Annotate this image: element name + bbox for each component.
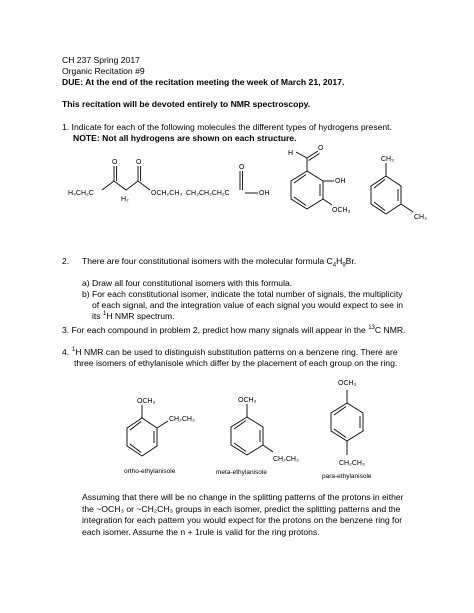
mol1-ethyl-label: H₃CH₂C: [68, 190, 94, 197]
q4-superscript: 1: [72, 347, 76, 354]
meta-ethyl-label: CH₂CH₃: [273, 456, 299, 463]
due-line: DUE: At the end of the recitation meeting the week of March 21, 2017.: [62, 77, 345, 87]
ortho-ethyl-label: CH₂CH₃: [169, 416, 195, 423]
mol4-methyl-right: CH₃: [414, 214, 427, 221]
closing-line-3: integration for each pattern you would expect for the protons on the benzene ring for: [82, 515, 403, 525]
ortho-caption: ortho-ethylanisole: [124, 468, 176, 475]
mol1-ester-label: OCH₂CH₃: [151, 190, 183, 197]
para-ethylanisole-structure: [322, 380, 372, 480]
ortho-ethylanisole-structure: [124, 398, 195, 475]
meta-ethylanisole-structure: [216, 397, 299, 476]
q3-superscript: 13: [368, 325, 375, 332]
mol2-chain-label: CH₃CH₂CH₂C: [186, 190, 230, 197]
mol3-aldehyde-o: O: [318, 145, 324, 152]
question-2b-line2: of each signal, and the integration value of each signal you would expect to see in: [92, 300, 404, 310]
question-4-number: 4.: [62, 347, 70, 357]
q2b-pre: its: [92, 311, 103, 321]
question-2b-line1: b) For each constitutional isomer, indicate the total number of signals, the multiplicity: [82, 289, 403, 299]
q4-line1-text: H NMR can be used to distinguish substitution patterns on a benzene ring. There are: [75, 347, 398, 357]
q2-text-post: Br.: [345, 256, 357, 266]
meta-caption: meta-ethylanisole: [216, 469, 267, 476]
closing-line-2: the ~OCH₃ or ~CH₂CH₃ groups in each isomer, predict the splitting patterns and the: [82, 503, 401, 514]
mol1-ch2-label: H₂: [121, 196, 129, 203]
q2b-post: H NMR spectrum.: [106, 311, 175, 321]
meta-och3-label: OCH₃: [238, 397, 257, 404]
para-och3-label: OCH₃: [338, 380, 357, 387]
question-2-number: 2.: [62, 256, 70, 266]
mol4-methyl-top: CH₃: [381, 156, 394, 163]
q3-post: C NMR.: [374, 325, 406, 335]
mol2-oh-label: OH: [259, 190, 270, 197]
topic-line: This recitation will be devoted entirely to NMR spectroscopy.: [62, 99, 311, 109]
question-1-text: 1. Indicate for each of the following molecules the different types of hydrogens present.: [62, 122, 392, 132]
q3-pre: 3. For each compound in problem 2, predict how many signals will appear in the: [62, 325, 369, 335]
question-2a: a) Draw all four constitutional isomers with this formula.: [82, 278, 293, 288]
para-ethyl-label: CH₂CH₃: [339, 460, 365, 467]
mol1-ketone-o: O: [112, 159, 118, 166]
ortho-och3-label: OCH₃: [137, 398, 156, 405]
closing-line-4: each isomer. Assume the n + 1rule is valid for the ring protons.: [82, 526, 320, 537]
q2-h: H: [336, 256, 343, 266]
q2b-superscript: 1: [102, 311, 107, 318]
mol3-oh-label: OH: [335, 178, 346, 185]
question-4-line2: three isomers of ethylanisole which differ by the placement of each group on the ring.: [74, 358, 398, 368]
q2-text-pre: There are four constitutional isomers with the molecular formula C: [82, 256, 333, 266]
para-caption: para-ethylanisole: [322, 473, 372, 480]
course-line: CH 237 Spring 2017: [62, 55, 140, 65]
question-1-note: NOTE: Not all hydrogens are shown on each structure.: [73, 133, 297, 143]
mol2-carbonyl-o: O: [239, 164, 245, 171]
mol3-aldehyde-h: H: [288, 150, 294, 157]
mol1-ester-o: O: [136, 159, 142, 166]
closing-line-1: Assuming that there will be no change in the splitting patterns of the protons in either: [82, 492, 404, 502]
q2-c-subscript: 4: [332, 262, 337, 269]
mol3-och3-label: OCH₃: [332, 207, 351, 214]
q2-h-subscript: 9: [342, 262, 346, 269]
recitation-line: Organic Recitation #9: [62, 66, 145, 76]
